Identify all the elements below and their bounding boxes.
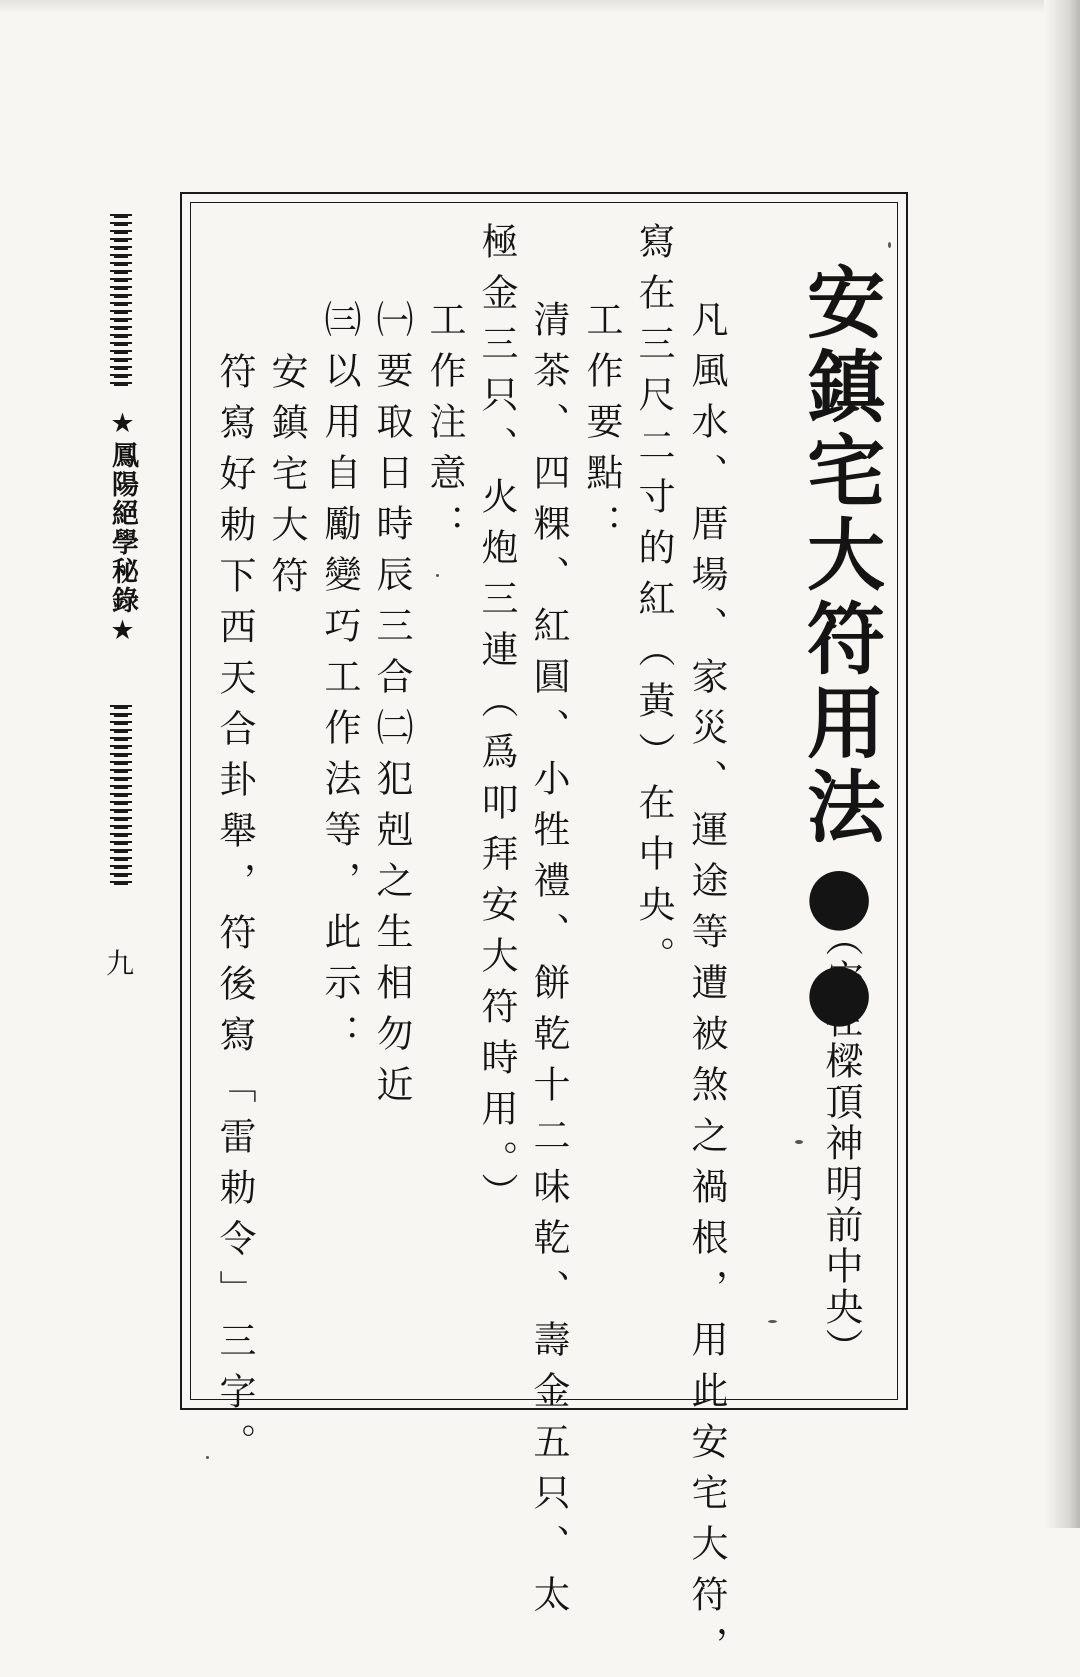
print-speck [436,574,439,577]
body-column-2: 寫在三尺二寸的紅（黃）在中央。 [632,222,675,987]
running-header [92,210,152,890]
body-column-5: 極金三只、火炮三連（爲叩拜安大符時用。） [475,222,518,1224]
ornament-border-top [114,214,128,390]
body-column-3: 工作要點： [580,300,623,555]
page-top-shadow [0,0,1080,14]
body-column-1: 凡風水、厝場、家災、運途等遭被煞之禍根，用此安宅大符， [685,300,728,1677]
body-column-8: ㈢以用自勵變巧工作法等，此示： [318,300,361,1065]
print-speck [795,1140,803,1144]
page-number: 九 [105,947,134,980]
section-title: 安鎮宅大符用法●● [794,262,884,1042]
body-column-7: ㈠要取日時辰三合㈡犯剋之生相勿近 [370,300,413,1116]
body-column-10: 符寫好勅下西天合卦舉，符後寫「雷勅令」三字。 [213,352,256,1474]
book-title: ★鳳陽絕學秘錄★ [107,408,138,648]
print-speck [888,242,891,248]
print-speck [768,1320,777,1323]
ornament-border-bottom [114,705,128,885]
body-column-6: 工作注意： [423,300,466,555]
body-column-9: 安鎮宅大符 [265,352,308,607]
print-speck [206,1456,209,1459]
page-edge-shadow [1044,0,1080,1528]
body-column-4: 清茶、四粿、紅圓、小牲禮、餅乾十二味乾、壽金五只、太 [527,300,570,1626]
section-subtitle: （安在樑頂神明前中央） [819,918,863,1369]
